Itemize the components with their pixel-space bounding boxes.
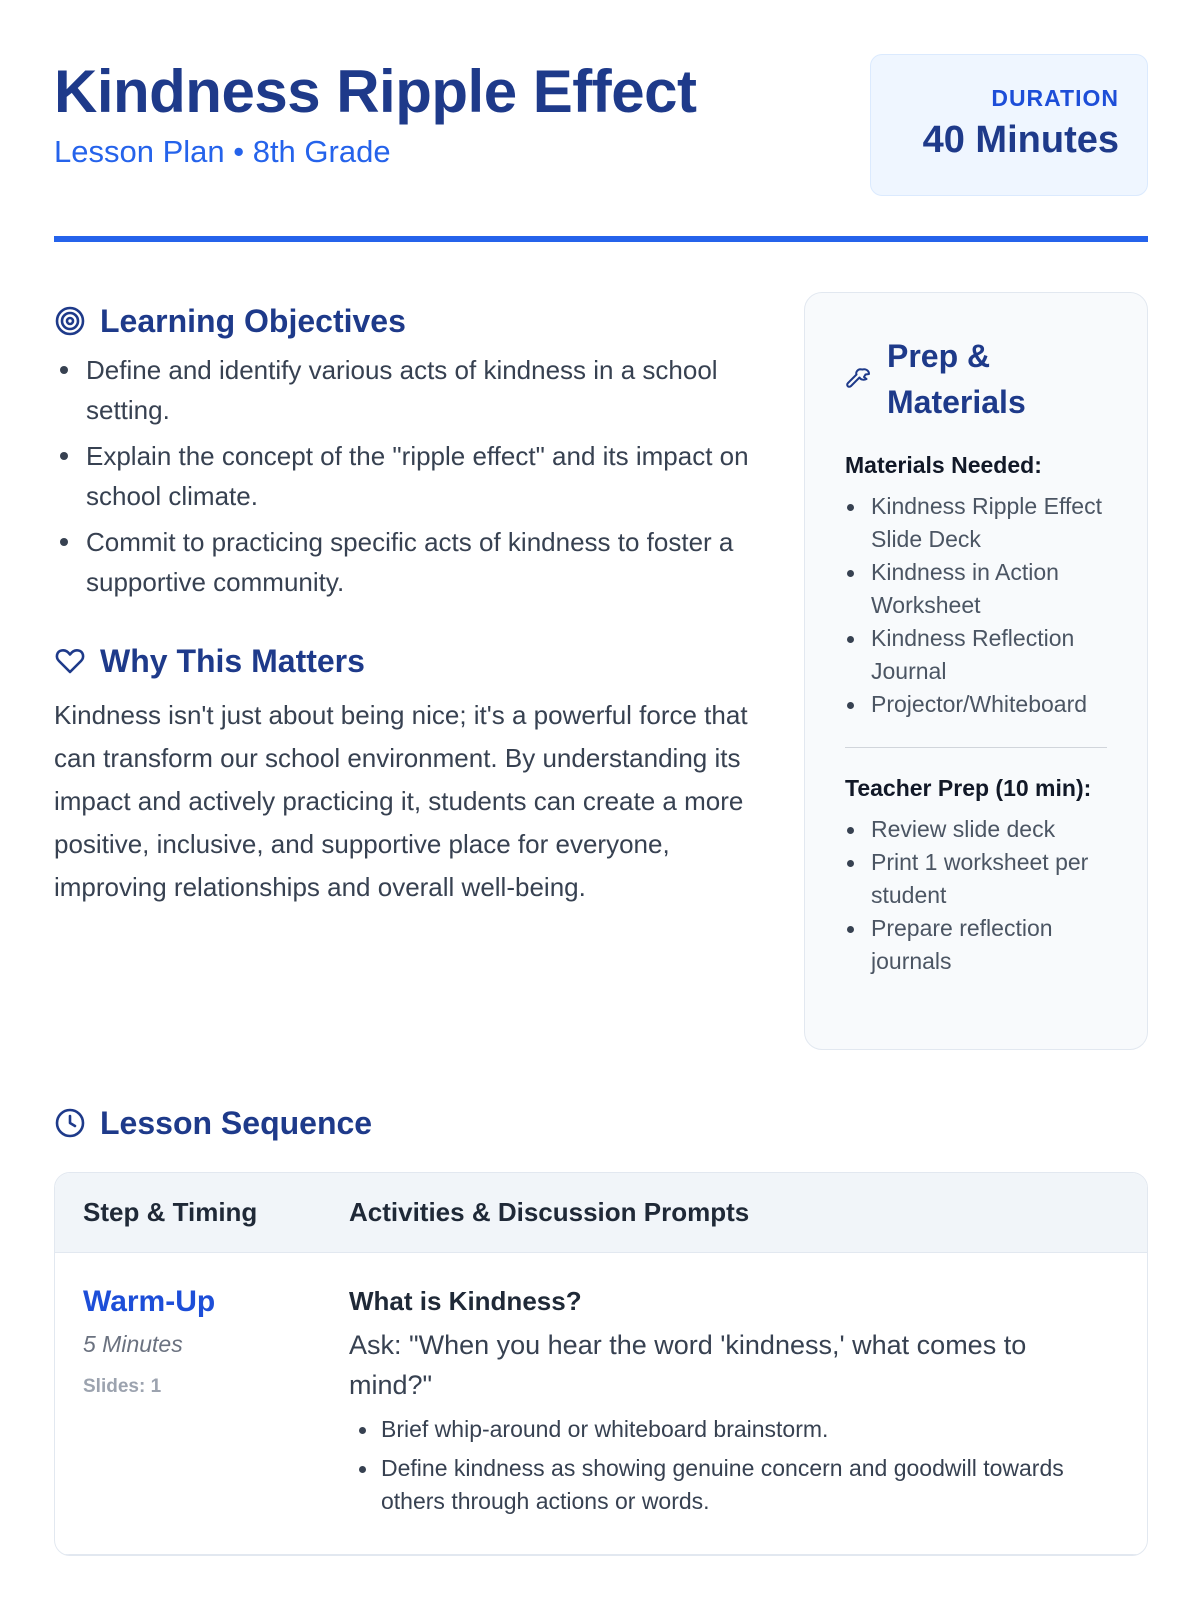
list-item: Define kindness as showing genuine concern and goodwill towards others through actions or words. [349, 1452, 1107, 1518]
materials-heading: Materials Needed: [845, 452, 1042, 478]
step-slides: Slides: 1 [83, 1376, 162, 1397]
sequence-table [54, 1172, 1148, 1556]
why-heading [54, 636, 754, 686]
teacher-prep-heading: Teacher Prep (10 min): [845, 775, 1092, 801]
list-item: Kindness Ripple Effect Slide Deck [845, 490, 1123, 556]
column-header-step: Step & Timing [83, 1197, 258, 1227]
page-title: Kindness Ripple Effect [54, 58, 697, 125]
prep-title: Prep & Materials [887, 338, 1026, 420]
duration-label: DURATION [991, 85, 1119, 111]
why-body: Kindness isn't just about being nice; it's a powerful force that can transform our school environment. By understanding its impact and actively practicing it, students can create a more positive, inclusive, and supportive place for everyone, improving relationships and overall well-being. [54, 700, 748, 902]
list-item: Kindness Reflection Journal [845, 622, 1123, 688]
list-item: Projector/Whiteboard [845, 688, 1123, 721]
objectives-heading [54, 296, 754, 346]
prep-materials-card [804, 292, 1148, 1050]
main-column [54, 296, 754, 909]
materials-list [845, 490, 1123, 721]
duration-card [870, 54, 1148, 196]
list-item: Review slide deck [845, 813, 1123, 846]
header [54, 52, 1148, 202]
activity-list [349, 1413, 1107, 1518]
lesson-sequence-section [54, 1098, 1148, 1556]
list-item: Commit to practicing specific acts of kindness to foster a supportive community. [54, 522, 754, 602]
clock-icon [54, 1107, 86, 1139]
duration-value: 40 Minutes [922, 119, 1119, 161]
list-item: Kindness in Action Worksheet [845, 556, 1123, 622]
column-header-activities: Activities & Discussion Prompts [349, 1197, 750, 1227]
prep-divider [845, 747, 1107, 748]
wrench-icon [845, 365, 873, 393]
activity-prompt: Ask: "When you hear the word 'kindness,' what comes to mind?" [349, 1330, 1027, 1400]
prep-heading [845, 333, 1123, 425]
step-cell [55, 1281, 349, 1524]
sequence-heading [54, 1098, 1148, 1148]
why-title: Why This Matters [100, 643, 365, 679]
activity-cell [349, 1281, 1147, 1524]
sequence-title: Lesson Sequence [100, 1105, 373, 1141]
why-section [54, 636, 754, 909]
heart-icon [54, 645, 86, 677]
step-time: 5 Minutes [83, 1331, 183, 1357]
list-item: Prepare reflection journals [845, 912, 1123, 978]
target-icon [54, 305, 86, 337]
page-subtitle: Lesson Plan • 8th Grade [54, 134, 391, 169]
lesson-plan-page [54, 0, 1148, 1600]
activity-title: What is Kindness? [349, 1286, 582, 1316]
list-item: Explain the concept of the "ripple effect" and its impact on school climate. [54, 436, 754, 516]
objectives-title: Learning Objectives [100, 303, 406, 339]
header-divider [54, 236, 1148, 242]
list-item: Brief whip-around or whiteboard brainstorm. [349, 1413, 1107, 1446]
objectives-list [54, 350, 754, 602]
table-header [55, 1173, 1147, 1253]
list-item: Print 1 worksheet per student [845, 846, 1123, 912]
table-row [55, 1253, 1147, 1555]
step-name: Warm-Up [83, 1285, 216, 1318]
teacher-prep-list [845, 813, 1123, 978]
list-item: Define and identify various acts of kindness in a school setting. [54, 350, 754, 430]
